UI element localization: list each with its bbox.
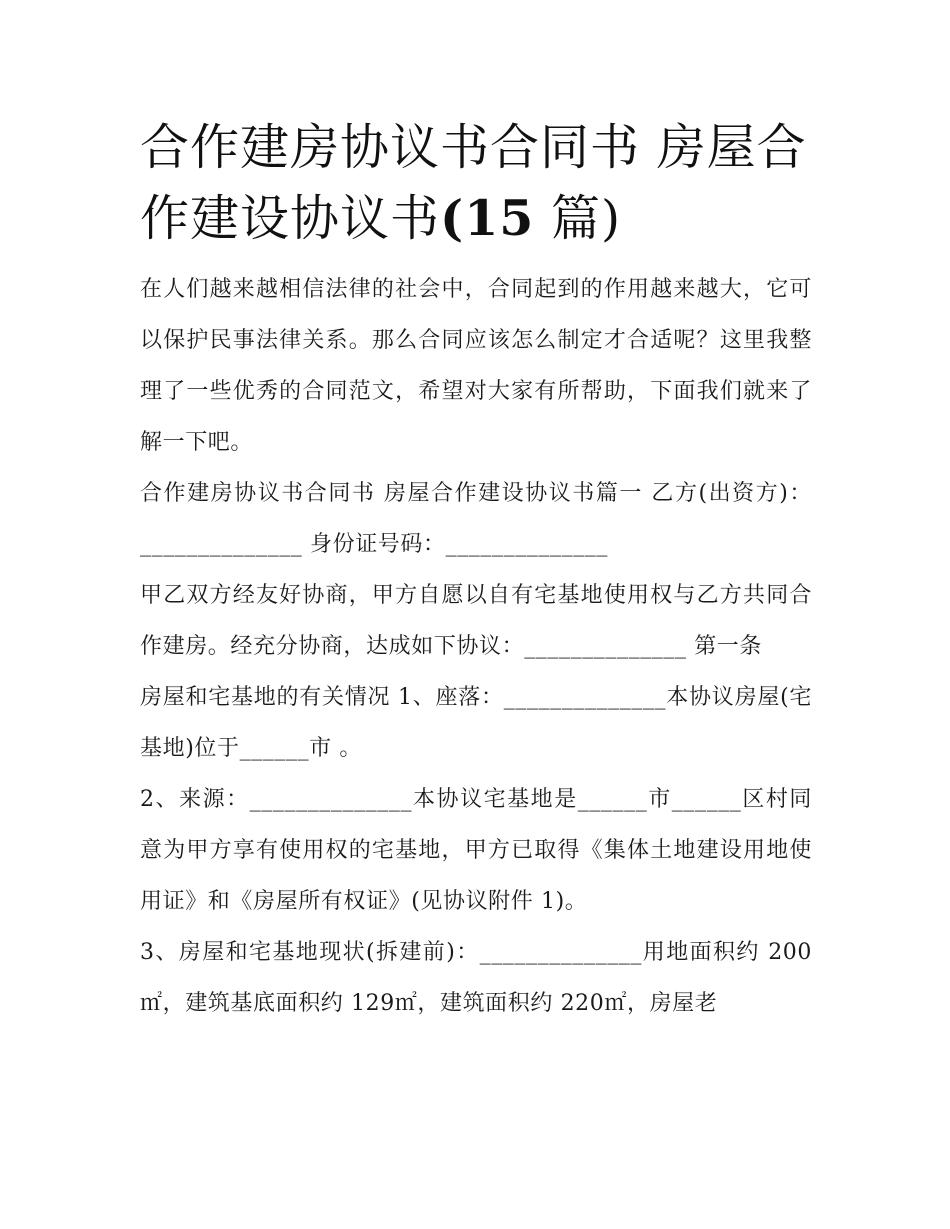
title-main: 合作建房协议书合同书 房屋合作建设协议书 [140,119,807,247]
intro-paragraph: 在人们越来越相信法律的社会中，合同起到的作用越来越大，它可以保护民事法律关系。那么合同应该怎么制定才合适呢？这里我整理了一些优秀的合同范文，希望对大家有所帮助，下面我们就来了解一下吧。 [140,277,812,455]
source-paragraph: 2、来源：______________本协议宅基地是______市______区村同意为甲方享有使用权的宅基地，甲方已取得《集体土地建设用地使用证》和《房屋所有权证》(见协议附件 1)。 [140,787,812,914]
party-b-paragraph: 合作建房协议书合同书 房屋合作建设协议书篇一 乙方(出资方)：______________ 身份证号码：______________ [140,481,812,557]
agreement-paragraph: 甲乙双方经友好协商，甲方自愿以自有宅基地使用权与乙方共同合作建房。经充分协商，达成如下协议：______________ 第一条 [140,583,812,659]
document-body [140,112,812,1029]
location-paragraph: 房屋和宅基地的有关情况 1、座落：______________本协议房屋(宅基地)位于______市 。 [140,685,812,761]
title-count: (15 [440,189,535,247]
document-title [140,112,812,254]
status-paragraph: 3、房屋和宅基地现状(拆建前)：______________用地面积约 200㎡，建筑基底面积约 129㎡，建筑面积约 220㎡，房屋老 [140,940,812,1016]
title-tail: 篇) [534,190,622,247]
